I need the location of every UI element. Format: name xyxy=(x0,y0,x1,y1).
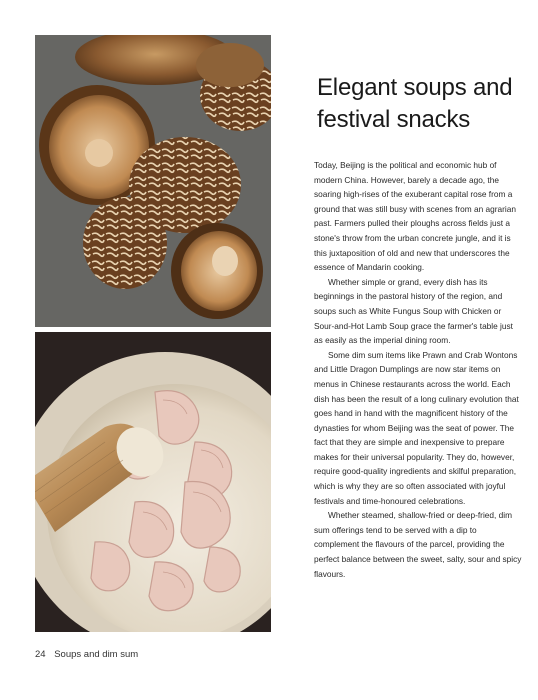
page-title: Elegant soups and festival snacks xyxy=(317,74,513,133)
mushroom-photo xyxy=(35,35,271,327)
page-number: 24 xyxy=(35,649,46,660)
page-footer xyxy=(35,649,138,660)
mushroom-illustration xyxy=(35,35,271,327)
body-paragraph: Some dim sum items like Prawn and Crab Wontons and Little Dragon Dumplings are now star items on menus in Chinese restaurants across the world. Each dish has been the result of a long culinary evolution that goes hand in hand with the magnificent history of the dynasties for whom Beijing was the seat of power. The fact that they are simple and inexpensive to prepare makes for their universal popularity. They do, however, require good-quality ingredients and skilful preparation, which is why they are so often associated with joyful festivals and time-honoured celebrations. xyxy=(314,349,519,506)
body-paragraph: Today, Beijing is the political and economic hub of modern China. However, barely a decade ago, the soaring high-rises of the exuberant capital rose from a ground that was still busy with scenes from an agrarian past. Farmers pulled their ploughs across fields just a stone's throw from the urban concrete jungle, and it is this juxtaposition of old and new that underscores the essence of Mandarin cooking. xyxy=(314,160,516,273)
body-paragraph: Whether simple or grand, every dish has its beginnings in the pastoral history of the region, and soups such as White Fungus Soup with Chicken or Sour-and-Hot Lamb Soup grace the farmer's table just as easily as the imperial dining room. xyxy=(314,276,513,346)
section-name: Soups and dim sum xyxy=(54,649,139,660)
body-paragraph: Whether steamed, shallow-fried or deep-fried, dim sum offerings tend to be served with a dip to complement the flavours of the parcel, providing the perfect balance between the sweet, salty, sour and spicy flavours. xyxy=(314,510,522,579)
prawns-mortar-photo xyxy=(35,332,271,632)
prawns-illustration xyxy=(35,332,271,632)
body-text xyxy=(314,158,522,581)
